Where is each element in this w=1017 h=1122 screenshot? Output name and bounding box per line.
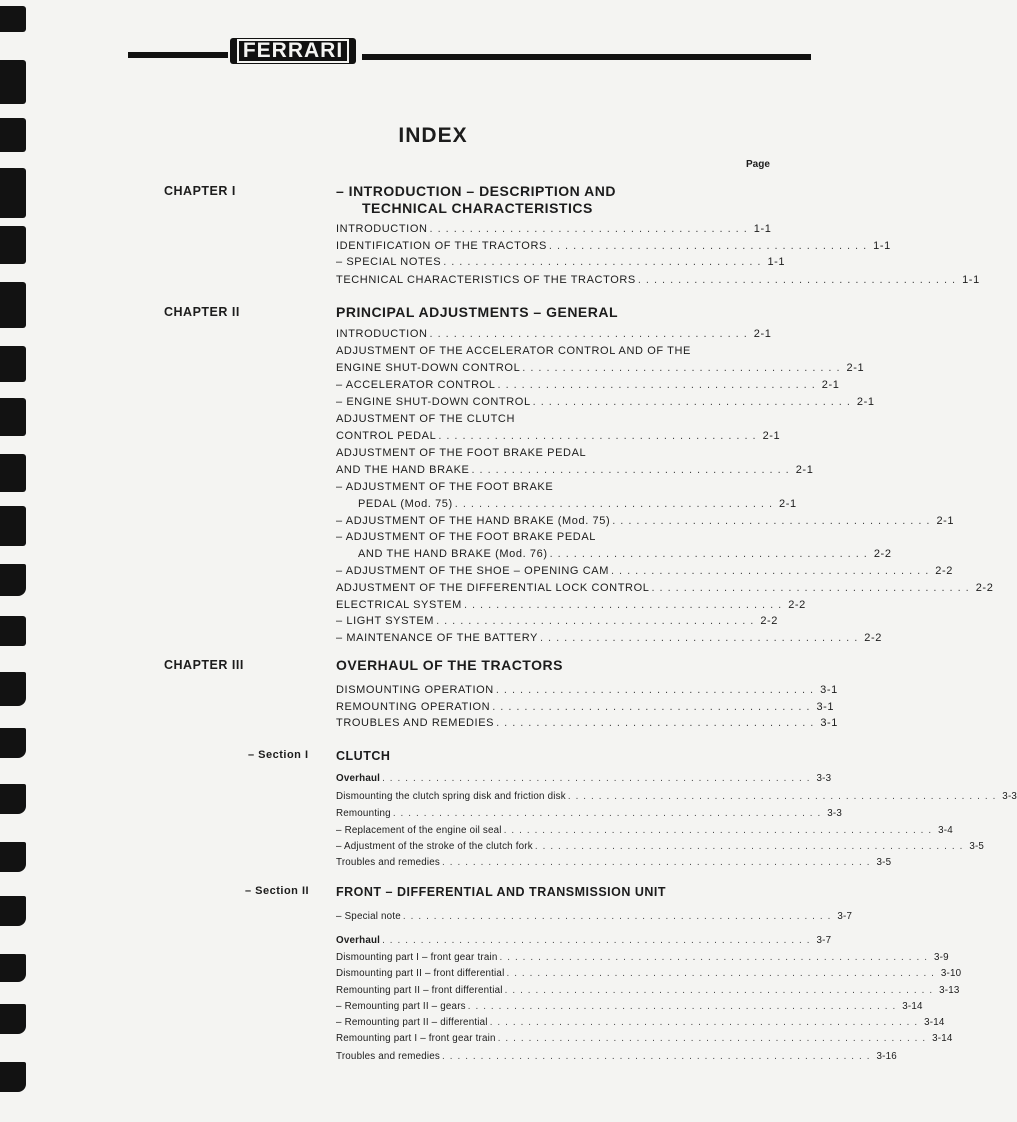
toc-entry[interactable]: INTRODUCTION ........................................ 2-1: [336, 328, 772, 340]
toc-entry[interactable]: – ENGINE SHUT-DOWN CONTROL ........................................ 2-1: [336, 396, 875, 408]
toc-entry[interactable]: PEDAL (Mod. 75) ........................................ 2-1: [358, 498, 797, 510]
chapter-1-heading-line1: – INTRODUCTION – DESCRIPTION AND: [336, 183, 616, 199]
toc-entry[interactable]: Remounting part I – front gear train ........................................................ 3-14: [336, 1033, 953, 1044]
toc-entry[interactable]: – Adjustment of the stroke of the clutch fork ........................................................ 3-5: [336, 841, 985, 852]
section-1-heading: CLUTCH: [336, 749, 391, 763]
toc-entry[interactable]: INTRODUCTION ........................................ 1-1: [336, 223, 772, 235]
toc-entry[interactable]: DISMOUNTING OPERATION ........................................ 3-1: [336, 684, 838, 696]
toc-entry[interactable]: – LIGHT SYSTEM ........................................ 2-2: [336, 615, 779, 627]
toc-entry-line: ADJUSTMENT OF THE FOOT BRAKE PEDAL: [336, 447, 587, 459]
toc-entry[interactable]: ENGINE SHUT-DOWN CONTROL ........................................ 2-1: [336, 362, 865, 374]
toc-entry[interactable]: Troubles and remedies ........................................................ 3-16: [336, 1051, 897, 1062]
toc-entry[interactable]: Troubles and remedies ........................................................ 3-5: [336, 857, 892, 868]
page-column-header: Page: [746, 159, 770, 170]
toc-entry[interactable]: Dismounting part II – front differential ........................................................ 3-10: [336, 968, 962, 979]
toc-entry-line: ADJUSTMENT OF THE CLUTCH: [336, 413, 516, 425]
toc-entry[interactable]: – ADJUSTMENT OF THE SHOE – OPENING CAM ........................................ 2-2: [336, 565, 953, 577]
brand-text: FERRARI: [237, 39, 349, 63]
toc-entry-line: – ADJUSTMENT OF THE FOOT BRAKE PEDAL: [336, 531, 596, 543]
toc-entry[interactable]: – Remounting part II – gears ........................................................ 3-14: [336, 1001, 923, 1012]
toc-entry[interactable]: – ACCELERATOR CONTROL ........................................ 2-1: [336, 379, 840, 391]
chapter-2-heading: PRINCIPAL ADJUSTMENTS – GENERAL: [336, 304, 619, 320]
header-rule-right: [362, 54, 811, 60]
section-2-heading: FRONT – DIFFERENTIAL AND TRANSMISSION UNIT: [336, 885, 667, 899]
section-2-label: – Section II: [245, 885, 310, 897]
toc-entry[interactable]: ADJUSTMENT OF THE DIFFERENTIAL LOCK CONTROL ........................................ 2-2: [336, 582, 994, 594]
toc-entry[interactable]: Remounting ........................................................ 3-3: [336, 808, 843, 819]
toc-entry[interactable]: – Special note ........................................................ 3-7: [336, 911, 853, 922]
toc-entry[interactable]: TROUBLES AND REMEDIES ........................................ 3-1: [336, 717, 839, 729]
toc-entry[interactable]: ELECTRICAL SYSTEM ........................................ 2-2: [336, 599, 806, 611]
toc-entry[interactable]: – Replacement of the engine oil seal ........................................................ 3-4: [336, 825, 953, 836]
chapter-1-label: CHAPTER I: [164, 184, 236, 198]
chapter-2-label: CHAPTER II: [164, 305, 240, 319]
ferrari-logo: [230, 38, 356, 64]
toc-entry[interactable]: TECHNICAL CHARACTERISTICS OF THE TRACTORS ........................................ 1-1: [336, 274, 980, 286]
toc-entry[interactable]: IDENTIFICATION OF THE TRACTORS ........................................ 1-1: [336, 240, 891, 252]
toc-entry[interactable]: – ADJUSTMENT OF THE HAND BRAKE (Mod. 75) ........................................ 2-1: [336, 515, 955, 527]
toc-entry[interactable]: Dismounting the clutch spring disk and friction disk ........................................................ 3-3: [336, 791, 1017, 802]
header-rule-left: [128, 52, 228, 58]
chapter-3-label: CHAPTER III: [164, 658, 244, 672]
section-1-label: – Section I: [248, 749, 309, 761]
binding-tabs: [0, 0, 40, 1122]
toc-entry-line: – ADJUSTMENT OF THE FOOT BRAKE: [336, 481, 554, 493]
toc-entry-line: ADJUSTMENT OF THE ACCELERATOR CONTROL AND OF THE: [336, 345, 691, 357]
toc-entry[interactable]: – SPECIAL NOTES ........................................ 1-1: [336, 256, 786, 268]
toc-entry[interactable]: AND THE HAND BRAKE ........................................ 2-1: [336, 464, 814, 476]
toc-entry[interactable]: Remounting part II – front differential ........................................................ 3-13: [336, 985, 960, 996]
toc-entry[interactable]: – Remounting part II – differential ........................................................ 3-14: [336, 1017, 945, 1028]
toc-entry[interactable]: Dismounting part I – front gear train ........................................................ 3-9: [336, 952, 949, 963]
chapter-3-heading: OVERHAUL OF THE TRACTORS: [336, 657, 563, 673]
toc-entry[interactable]: Overhaul ........................................................ 3-7: [336, 935, 832, 946]
toc-entry[interactable]: CONTROL PEDAL ........................................ 2-1: [336, 430, 781, 442]
toc-entry[interactable]: REMOUNTING OPERATION ........................................ 3-1: [336, 701, 835, 713]
toc-entry[interactable]: – MAINTENANCE OF THE BATTERY ........................................ 2-2: [336, 632, 882, 644]
page-title: INDEX: [398, 124, 468, 147]
chapter-1-heading-line2: TECHNICAL CHARACTERISTICS: [362, 200, 593, 216]
toc-entry[interactable]: AND THE HAND BRAKE (Mod. 76) ........................................ 2-2: [358, 548, 892, 560]
toc-entry[interactable]: Overhaul ........................................................ 3-3: [336, 773, 832, 784]
